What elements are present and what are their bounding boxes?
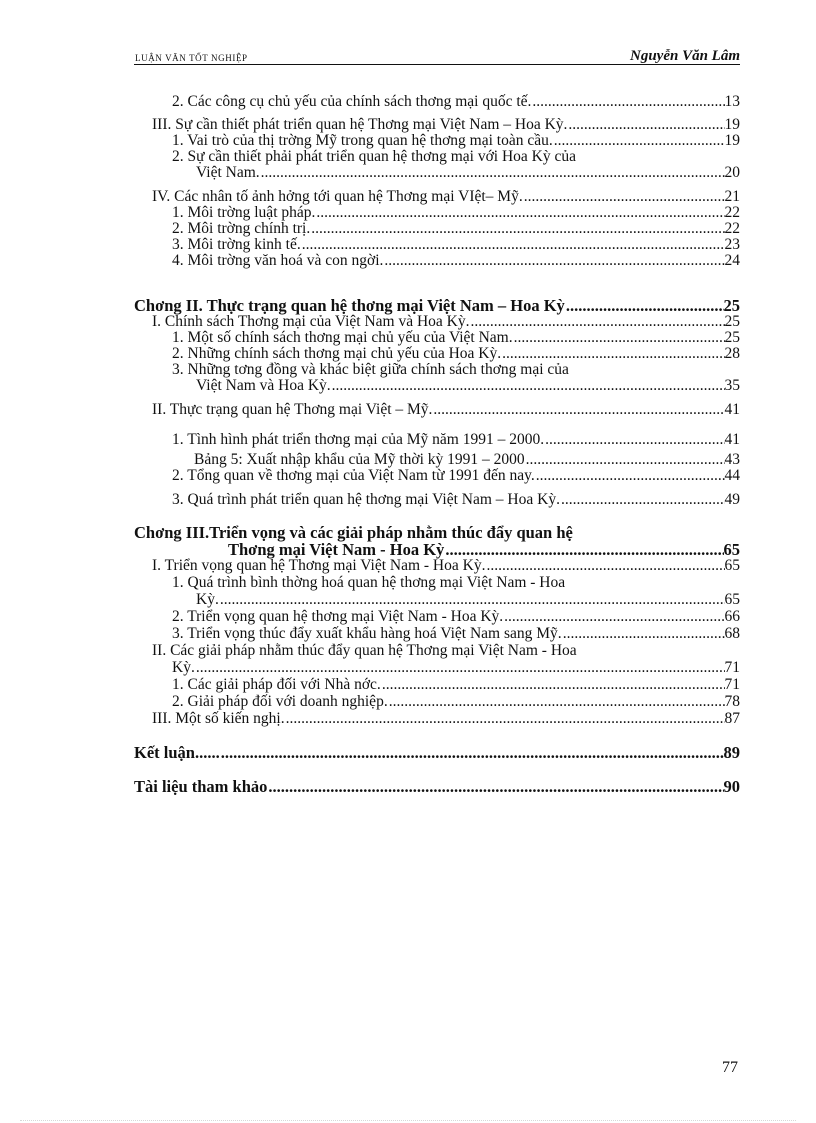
toc-entry — [196, 165, 740, 181]
toc-dot-leader — [444, 541, 723, 558]
toc-entry — [152, 314, 740, 330]
toc-entry-text: Chơng III.Triển vọng và các giải pháp nhằm thúc đẩy quan hệ — [134, 523, 573, 542]
toc-page-number: 35 — [724, 377, 740, 394]
toc-dot-leader — [513, 330, 725, 346]
toc-dot-leader — [553, 133, 725, 149]
toc-entry — [172, 626, 740, 642]
toc-page-number: 44 — [724, 467, 740, 484]
toc-entry — [172, 677, 740, 693]
toc-entry — [152, 189, 740, 205]
toc-entry-text: I. Chính sách Thơng mại của Việt Nam và Hoa Kỳ. — [152, 313, 470, 330]
toc-dot-leader — [501, 346, 724, 362]
toc-page-number: 49 — [724, 491, 740, 508]
toc-entry-text: Kết luận...... — [134, 743, 220, 762]
toc-dot-leader — [535, 468, 725, 484]
toc-entry-text: Tài liệu tham khảo — [134, 777, 268, 796]
toc-dot-leader — [331, 378, 725, 394]
toc-entry-text: 4. Môi trờng văn hoá và con ngời. — [172, 252, 384, 269]
toc-page-number: 25 — [723, 296, 740, 315]
toc-page-number: 78 — [724, 693, 740, 710]
toc-page-number: 22 — [724, 204, 740, 221]
toc-page-number: 19 — [724, 132, 740, 149]
toc-entry-text: 1. Tình hình phát triển thơng mại của Mỹ năm 1991 – 2000. — [172, 431, 545, 448]
toc-dot-leader — [310, 221, 724, 237]
toc-entry-text: 2. Tổng quan về thơng mại của Việt Nam từ 1991 đến nay. — [172, 467, 535, 484]
toc-entry — [152, 711, 740, 727]
toc-page-number: 13 — [724, 93, 740, 110]
toc-entry-text: 1. Một số chính sách thơng mại chủ yếu của Việt Nam. — [172, 329, 513, 346]
toc-entry — [172, 694, 740, 710]
toc-page-number: 19 — [724, 116, 740, 133]
toc-page-number: 24 — [724, 252, 740, 269]
toc-page-number: 22 — [724, 220, 740, 237]
toc-entry-text: Kỳ. — [196, 591, 219, 608]
toc-entry-text: 2. Các công cụ chủ yếu của chính sách thơng mại quốc tế. — [172, 93, 532, 110]
toc-dot-leader — [525, 452, 725, 468]
toc-entry-text: II. Các giải pháp nhằm thúc đẩy quan hệ Thơng mại Việt Nam - Hoa — [152, 642, 577, 659]
toc-page-number: 71 — [724, 676, 740, 693]
toc-entry — [172, 237, 740, 253]
header-thesis-label: LUẬN VĂN TỐT NGHIỆP — [135, 53, 248, 63]
toc-dot-leader — [523, 189, 725, 205]
toc-dot-leader — [195, 660, 725, 676]
toc-dot-leader — [381, 677, 725, 693]
toc-dot-leader — [220, 744, 724, 761]
toc-chapter-line — [134, 524, 740, 541]
toc-entry-text: 2. Môi trờng chính trị. — [172, 220, 311, 237]
toc-entry-text: Việt Nam. — [196, 164, 260, 181]
toc-entry — [194, 452, 740, 468]
toc-page-number: 68 — [724, 625, 740, 642]
toc-page-number: 66 — [724, 608, 740, 625]
toc-dot-leader — [260, 165, 725, 181]
toc-entry-text: 1. Các giải pháp đối với Nhà nớc. — [172, 676, 381, 693]
toc-entry — [152, 558, 740, 574]
toc-chapter-line — [134, 744, 740, 761]
toc-entry — [152, 117, 740, 133]
toc-entry-text: I. Triển vọng quan hệ Thơng mại Việt Nam - Hoa Kỳ. — [152, 557, 486, 574]
toc-entry — [172, 94, 740, 110]
toc-entry — [172, 149, 740, 165]
toc-entry — [152, 643, 740, 659]
toc-entry-text: 3. Triển vọng thúc đẩy xuất khẩu hàng hoá Việt Nam sang Mỹ. — [172, 625, 562, 642]
toc-entry-text: Thơng mại Việt Nam - Hoa Kỳ — [228, 540, 445, 559]
toc-page-number: 89 — [723, 743, 740, 762]
toc-entry-text: II. Thực trạng quan hệ Thơng mại Việt – Mỹ. — [152, 401, 433, 418]
toc-page-number: 21 — [724, 188, 740, 205]
toc-dot-leader — [285, 711, 725, 727]
toc-entry — [196, 592, 740, 608]
toc-entry-text: Bảng 5: Xuất nhập khẩu của Mỹ thời kỳ 1991 – 2000 — [194, 451, 525, 468]
toc-page-number: 65 — [723, 540, 740, 559]
page-bottom-border — [20, 1120, 796, 1121]
toc-entry-text: 2. Giải pháp đối với doanh nghiệp. — [172, 693, 388, 710]
toc-entry-text: 3. Môi trờng kinh tế. — [172, 236, 301, 253]
toc-dot-leader — [267, 778, 723, 795]
toc-dot-leader — [388, 694, 725, 710]
toc-entry — [172, 253, 740, 269]
toc-chapter-line — [134, 778, 740, 795]
toc-dot-leader — [315, 205, 724, 221]
toc-entry — [172, 205, 740, 221]
toc-entry-text: 2. Sự cần thiết phải phát triển quan hệ thơng mại với Hoa Kỳ của — [172, 148, 577, 165]
toc-dot-leader — [565, 297, 724, 314]
toc-entry-text: Kỳ. — [172, 659, 195, 676]
toc-dot-leader — [485, 558, 724, 574]
toc-page-number: 90 — [723, 777, 740, 796]
toc-entry — [172, 609, 740, 625]
toc-entry-text: 3. Quá trình phát triển quan hệ thơng mại Việt Nam – Hoa Kỳ. — [172, 491, 560, 508]
toc-entry-text: 3. Những tơng đồng và khác biệt giữa chính sách thơng mại của — [172, 361, 569, 378]
toc-entry-text: III. Sự cần thiết phát triển quan hệ Thơng mại Việt Nam – Hoa Kỳ. — [152, 116, 568, 133]
toc-dot-leader — [383, 253, 724, 269]
toc-page-number: 28 — [724, 345, 740, 362]
toc-chapter-line — [228, 541, 740, 558]
toc-entry-text: 1. Môi trờng luật pháp. — [172, 204, 316, 221]
toc-dot-leader — [432, 402, 724, 418]
toc-dot-leader — [301, 237, 725, 253]
toc-dot-leader — [470, 314, 725, 330]
toc-page-number: 87 — [724, 710, 740, 727]
toc-entry — [172, 432, 740, 448]
toc-page-number: 65 — [724, 557, 740, 574]
toc-page-number: 71 — [724, 659, 740, 676]
toc-entry — [172, 468, 740, 484]
header-author-name: Nguyễn Văn Lâm — [629, 48, 740, 64]
toc-entry — [172, 362, 740, 378]
toc-page-number: 20 — [724, 164, 740, 181]
toc-dot-leader — [503, 609, 724, 625]
toc-page-number: 43 — [724, 451, 740, 468]
toc-page-number: 41 — [724, 431, 740, 448]
toc-entry — [196, 378, 740, 394]
toc-entry-text: Việt Nam và Hoa Kỳ. — [196, 377, 331, 394]
toc-dot-leader — [219, 592, 725, 608]
toc-chapter-line — [134, 297, 740, 314]
toc-entry — [172, 492, 740, 508]
toc-entry — [172, 575, 740, 591]
toc-entry-text: 2. Triển vọng quan hệ thơng mại Việt Nam - Hoa Kỳ. — [172, 608, 504, 625]
toc-entry-text: III. Một số kiến nghị. — [152, 710, 285, 727]
toc-entry — [172, 660, 740, 676]
toc-entry-text: IV. Các nhân tố ảnh hởng tới quan hệ Thơng mại VIệt– Mỹ. — [152, 188, 523, 205]
toc-entry — [172, 133, 740, 149]
toc-dot-leader — [544, 432, 724, 448]
toc-page-number: 25 — [724, 329, 740, 346]
toc-entry-text: 2. Những chính sách thơng mại chủ yếu của Hoa Kỳ. — [172, 345, 502, 362]
toc-entry-text: 1. Quá trình bình thờng hoá quan hệ thơng mại Việt Nam - Hoa — [172, 574, 566, 591]
toc-dot-leader — [560, 492, 725, 508]
toc-entry — [152, 402, 740, 418]
toc-dot-leader — [531, 94, 724, 110]
toc-entry — [172, 330, 740, 346]
toc-dot-leader — [562, 626, 725, 642]
toc-entry-text: 1. Vai trò của thị trờng Mỹ trong quan hệ thơng mại toàn cầu. — [172, 132, 553, 149]
toc-page-number: 41 — [724, 401, 740, 418]
toc-page-number: 23 — [724, 236, 740, 253]
toc-page-number: 65 — [724, 591, 740, 608]
header-rule — [134, 64, 740, 65]
toc-entry — [172, 346, 740, 362]
page-number: 77 — [722, 1059, 738, 1076]
toc-entry-text: Chơng II. Thực trạng quan hệ thơng mại Việt Nam – Hoa Kỳ — [134, 296, 565, 315]
toc-dot-leader — [567, 117, 724, 133]
toc-entry — [172, 221, 740, 237]
toc-page-number: 25 — [724, 313, 740, 330]
